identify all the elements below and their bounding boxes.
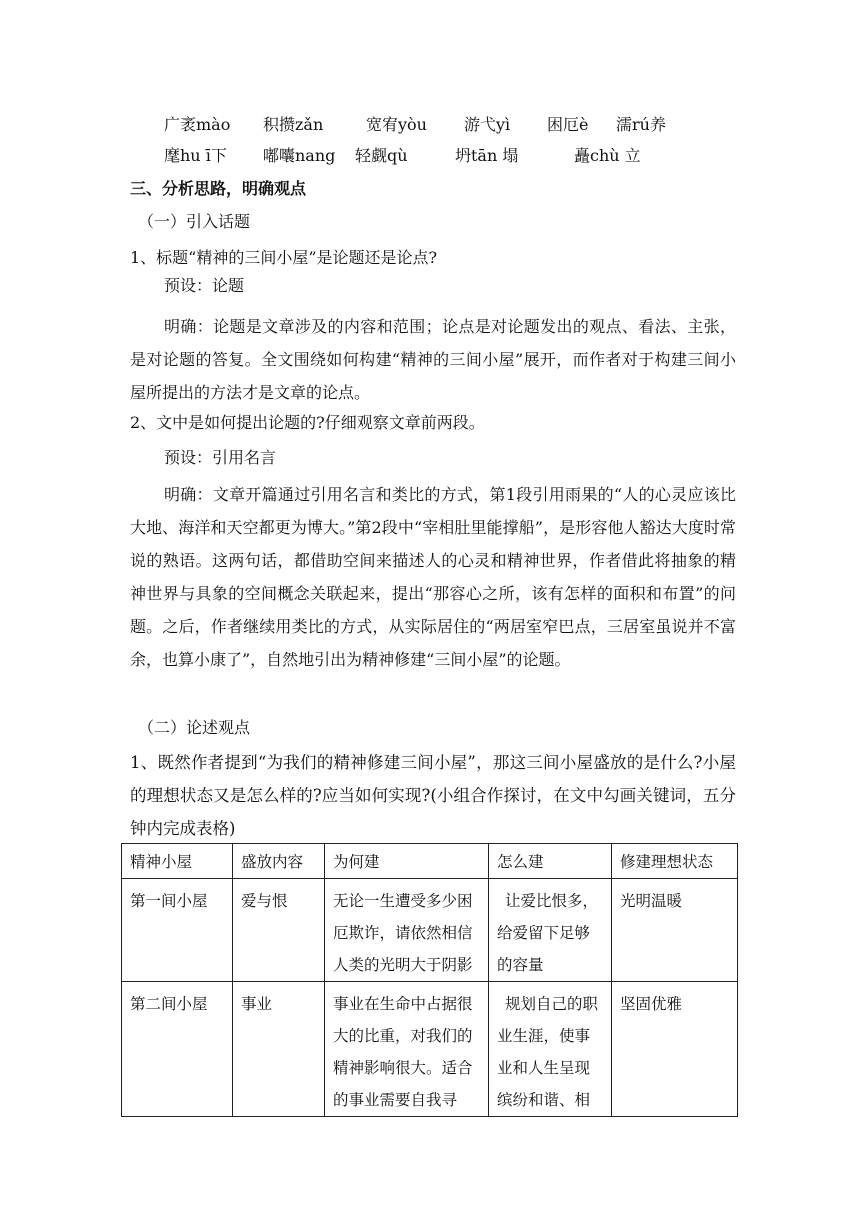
answer-paragraph: 明确：论题是文章涉及的内容和范围；论点是对论题发出的观点、看法、主张，是对论题的答复。全文围绕如何构建“精神的三间小屋”展开，而作者对于构建三间小屋所提出的方法才是文章的论点。 — [130, 317, 736, 402]
table-header-cell: 为何建 — [325, 844, 489, 879]
table-cell: 光明温暖 — [612, 879, 738, 982]
table-header-cell: 修建理想状态 — [612, 844, 738, 879]
section-heading: 三、分析思路，明确观点 — [130, 179, 307, 198]
preset-answer: 预设：引用名言 — [164, 448, 277, 467]
pinyin-word: 积攒zǎn — [263, 115, 324, 134]
pinyin-word: 广袤mào — [164, 115, 231, 134]
table-cell: 事业在生命中占据很大的比重，对我们的精神影响很大。适合的事业需要自我寻 — [325, 982, 489, 1117]
pinyin-word: 濡rú养 — [616, 115, 666, 134]
table-cell: 事业 — [233, 982, 325, 1117]
table-row — [122, 879, 738, 982]
question-2: 2、文中是如何提出论题的?仔细观察文章前两段。 — [130, 413, 485, 432]
question-1: 1、标题“精神的三间小屋”是论题还是论点? — [130, 248, 438, 267]
table-header-cell: 盛放内容 — [233, 844, 325, 879]
pinyin-word: 游弋yì — [464, 115, 511, 134]
table-header-row — [122, 844, 738, 879]
table-cell: 第二间小屋 — [122, 982, 233, 1117]
answer-paragraph: 明确：文章开篇通过引用名言和类比的方式，第1段引用雨果的“人的心灵应该比大地、海洋和天空都更为博大。”第2段中“宰相肚里能撑船”，是形容他人豁达大度时常说的熟语。这两句话，都借助空间来描述人的心灵和精神世界，作者借此将抽象的精神世界与具象的空间概念关联起来，提出“那容心之所，该有怎样的面积和布置”的问题。之后，作者继续用类比的方式，从实际居住的“两居室窄巴点，三居室虽说并不富余，也算小康了”，自然地引出为精神修建“三间小屋”的论题。 — [130, 485, 736, 669]
table-cell: 爱与恨 — [233, 879, 325, 982]
pinyin-word: 轻觑qù — [355, 146, 408, 165]
subsection-heading: （二）论述观点 — [138, 718, 251, 737]
table-header-cell: 怎么建 — [489, 844, 612, 879]
table-cell: 规划自己的职业生涯，使事业和人生呈现缤纷和谐、相 — [489, 982, 612, 1117]
table-row — [122, 982, 738, 1117]
pinyin-word: 困厄è — [547, 115, 589, 134]
table-cell: 让爱比恨多，给爱留下足够的容量 — [489, 879, 612, 982]
pinyin-word: 宽宥yòu — [366, 115, 427, 134]
table-cell: 坚固优雅 — [612, 982, 738, 1117]
pinyin-word: 麾hu ī下 — [164, 146, 227, 165]
table-cell: 第一间小屋 — [122, 879, 233, 982]
subsection-heading: （一）引入话题 — [138, 212, 251, 231]
question-paragraph: 1、既然作者提到“为我们的精神修建三间小屋”，那这三间小屋盛放的是什么?小屋的理想状态又是怎么样的?应当如何实现?(小组合作探讨，在文中勾画关键词，五分钟内完成表格) — [130, 753, 736, 838]
pinyin-word: 嘟囔nang — [263, 146, 336, 165]
pinyin-word: 坍tān 塌 — [455, 146, 519, 165]
preset-answer: 预设：论题 — [164, 276, 245, 295]
pinyin-word: 矗chù 立 — [574, 146, 641, 165]
table-header-cell: 精神小屋 — [122, 844, 233, 879]
table-cell: 无论一生遭受多少困厄欺诈，请依然相信人类的光明大于阴影 — [325, 879, 489, 982]
cabins-table — [121, 843, 738, 1117]
